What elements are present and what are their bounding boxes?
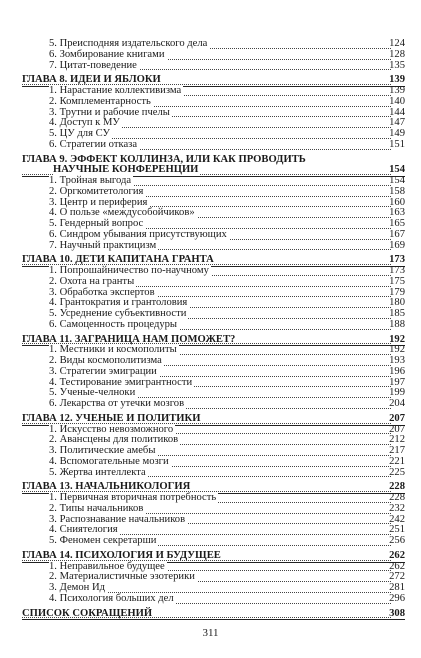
entry-page: 179 xyxy=(389,286,405,298)
toc-entry xyxy=(0,400,421,411)
entry-page: 140 xyxy=(389,95,405,107)
entry-page: 151 xyxy=(389,138,405,150)
entry-page: 139 xyxy=(389,85,405,97)
entry-page: 124 xyxy=(389,38,405,50)
entry-title: 3. Политические амебы xyxy=(49,445,156,457)
chapter-page: 192 xyxy=(389,333,405,345)
table-of-contents xyxy=(0,40,421,620)
entry-page: 144 xyxy=(389,106,405,118)
entry-page: 296 xyxy=(389,592,405,604)
entry-page: 196 xyxy=(389,365,405,377)
toc-entry xyxy=(0,466,421,480)
entry-page: 225 xyxy=(389,466,405,478)
entry-page: 160 xyxy=(389,196,405,208)
chapter-page: 228 xyxy=(389,481,405,493)
entry-title: 1. Неправильное будущее xyxy=(49,560,165,572)
entry-title: 3. Обработка экспертов xyxy=(49,286,155,298)
entry-page: 197 xyxy=(389,376,405,388)
entry-page: 173 xyxy=(389,265,405,277)
entry-page: 169 xyxy=(389,239,405,251)
chapter-page: 207 xyxy=(389,412,405,424)
toc-entry xyxy=(0,59,421,73)
entry-page: 242 xyxy=(389,513,405,525)
entry-page: 193 xyxy=(389,355,405,367)
entry-title: 1. Тройная выгода xyxy=(49,175,132,187)
entry-title: 1. Искусство невозможного xyxy=(49,423,174,435)
chapter-heading xyxy=(0,607,421,621)
entry-page: 185 xyxy=(389,308,405,320)
entry-title: 6. Лекарства от утечки мозгов xyxy=(49,398,185,410)
entry-title: 3. Центр и периферия xyxy=(49,196,148,208)
entry-page: 165 xyxy=(389,218,405,230)
entry-title: 3. Распознавание начальников xyxy=(49,513,186,525)
entry-title: 5. Ученые-челноки xyxy=(49,387,136,399)
entry-title: 2. Авансцены для политиков xyxy=(49,434,179,446)
entry-page: 147 xyxy=(389,117,405,129)
chapter-title: ГЛАВА 11. ЗАГРАНИЦА НАМ ПОМОЖЕТ? xyxy=(22,333,236,345)
entry-page: 228 xyxy=(389,492,405,504)
toc-entry xyxy=(0,592,421,606)
chapter-page: 139 xyxy=(389,74,405,86)
toc-entry xyxy=(0,537,421,548)
entry-page: 163 xyxy=(389,207,405,219)
entry-title: 5. ЦУ для СУ xyxy=(49,128,111,140)
entry-title: 2. Материалистичные эзотерики xyxy=(49,571,195,583)
entry-title: 3. Стратегии эмиграции xyxy=(49,365,157,377)
entry-page: 204 xyxy=(389,398,405,410)
toc-entry xyxy=(0,138,421,152)
entry-title: 7. Научный практицизм xyxy=(49,239,157,251)
entry-page: 180 xyxy=(389,297,405,309)
entry-page: 158 xyxy=(389,185,405,197)
toc-entry xyxy=(0,239,421,253)
entry-title: 2. Типы начальников xyxy=(49,502,144,514)
entry-title: 2. Охота на гранты xyxy=(49,275,135,287)
entry-title: 5. Жертва интеллекта xyxy=(49,466,146,478)
entry-title: 1. Местники и космополиты xyxy=(49,344,177,356)
heading-rule xyxy=(22,619,405,620)
entry-title: 4. Доступ к МУ xyxy=(49,117,120,129)
entry-page: 256 xyxy=(389,535,405,547)
entry-title: 4. Вспомогательные мозги xyxy=(49,455,169,467)
chapter-title-continued: НАУЧНЫЕ КОНФЕРЕНЦИИ xyxy=(53,164,199,176)
entry-title: 4. Грантократия и грантоловия xyxy=(49,297,188,309)
entry-title: 4. Тестирование эмигрантности xyxy=(49,376,193,388)
entry-page: 199 xyxy=(389,387,405,399)
entry-page: 281 xyxy=(389,582,405,594)
entry-title: 6. Стратегии отказа xyxy=(49,138,138,150)
entry-title: 2. Виды космополитизма xyxy=(49,355,162,367)
entry-page: 221 xyxy=(389,455,405,467)
chapter-title: ГЛАВА 12. УЧЕНЫЕ И ПОЛИТИКИ xyxy=(22,412,201,424)
entry-page: 207 xyxy=(389,423,405,435)
page-number: 311 xyxy=(202,627,219,639)
chapter-title: ГЛАВА 14. ПСИХОЛОГИЯ И БУДУЩЕЕ xyxy=(22,549,221,561)
entry-page: 217 xyxy=(389,445,405,457)
entry-page: 188 xyxy=(389,318,405,330)
entry-title: 1. Первичная вторичная потребность xyxy=(49,492,217,504)
entry-page: 135 xyxy=(389,59,405,71)
toc-entry xyxy=(0,318,421,332)
entry-page: 149 xyxy=(389,128,405,140)
entry-page: 251 xyxy=(389,524,405,536)
entry-title: 6. Синдром убывания присутствующих xyxy=(49,228,227,240)
chapter-title: ГЛАВА 9. ЭФФЕКТ КОЛЛИНЗА, ИЛИ КАК ПРОВОДИТЬ xyxy=(22,153,306,165)
entry-title: 1. Нарастание коллективизма xyxy=(49,85,182,97)
chapter-title: СПИСОК СОКРАЩЕНИЙ xyxy=(22,607,153,619)
entry-title: 5. Преисподняя издательского дела xyxy=(49,38,208,50)
entry-page: 262 xyxy=(389,560,405,572)
entry-title: 2. Комплементарность xyxy=(49,95,151,107)
entry-title: 4. Психология больших дел xyxy=(49,592,174,604)
entry-page: 232 xyxy=(389,502,405,514)
chapter-page: 154 xyxy=(389,164,405,176)
entry-title: 2. Оргкомитетология xyxy=(49,185,144,197)
chapter-title: ГЛАВА 13. НАЧАЛЬНИКОЛОГИЯ xyxy=(22,481,191,493)
entry-page: 212 xyxy=(389,434,405,446)
entry-page: 175 xyxy=(389,275,405,287)
entry-title: 3. Демон Ид xyxy=(49,582,106,594)
entry-page: 192 xyxy=(389,344,405,356)
entry-page: 154 xyxy=(389,175,405,187)
entry-title: 5. Феномен секретарши xyxy=(49,535,157,547)
dot-leader xyxy=(22,617,391,618)
entry-title: 5. Гендерный вопрос xyxy=(49,218,144,230)
entry-title: 6. Самоценность процедуры xyxy=(49,318,178,330)
entry-page: 272 xyxy=(389,571,405,583)
chapter-page: 173 xyxy=(389,254,405,266)
entry-title: 4. Сниятелогия xyxy=(49,524,118,536)
entry-title: 1. Попрошайничество по-научному xyxy=(49,265,209,277)
entry-title: 3. Трутни и рабочие пчелы xyxy=(49,106,170,118)
entry-page: 167 xyxy=(389,228,405,240)
chapter-title: ГЛАВА 10. ДЕТИ КАПИТАНА ГРАНТА xyxy=(22,254,214,266)
chapter-page: 308 xyxy=(389,607,405,619)
entry-title: 5. Усреднение субъективности xyxy=(49,308,187,320)
entry-page: 128 xyxy=(389,48,405,60)
chapter-page: 262 xyxy=(389,549,405,561)
entry-title: 6. Зомбирование книгами xyxy=(49,48,165,60)
chapter-title: ГЛАВА 8. ИДЕИ И ЯБЛОКИ xyxy=(22,74,161,86)
entry-title: 7. Цитат-поведение xyxy=(49,59,137,71)
entry-title: 4. О пользе «междусобойчиков» xyxy=(49,207,195,219)
